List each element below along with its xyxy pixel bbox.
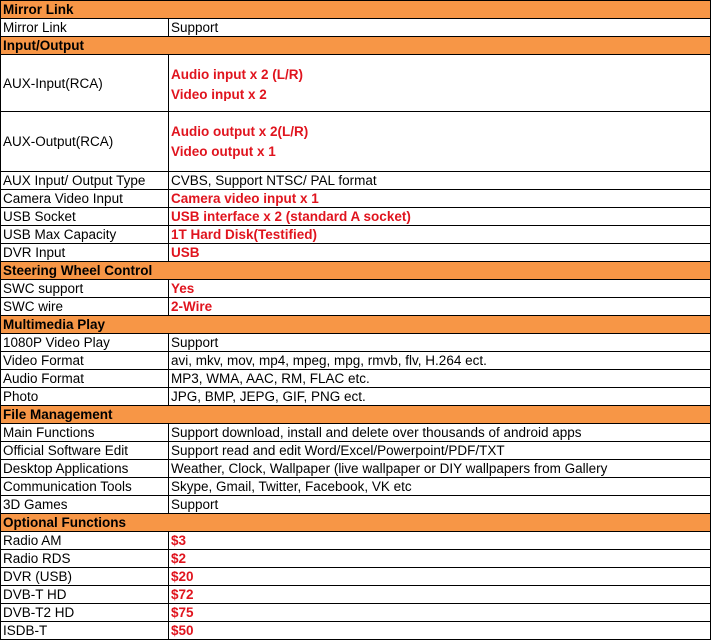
row-value-lines bbox=[171, 65, 708, 101]
row-value bbox=[169, 55, 711, 112]
table-row bbox=[1, 532, 711, 550]
section-header-row bbox=[1, 316, 711, 334]
section-title: Steering Wheel Control bbox=[1, 262, 711, 280]
row-value: Weather, Clock, Wallpaper (live wallpaper or DIY wallpapers from Gallery bbox=[169, 460, 711, 478]
table-row bbox=[1, 622, 711, 640]
row-value: $50 bbox=[169, 622, 711, 640]
section-header-row bbox=[1, 514, 711, 532]
row-value-line: Audio input x 2 (L/R) bbox=[171, 67, 303, 82]
section-header-row bbox=[1, 406, 711, 424]
row-label: SWC support bbox=[1, 280, 169, 298]
row-label: DVR (USB) bbox=[1, 568, 169, 586]
row-value bbox=[169, 112, 711, 172]
table-row bbox=[1, 352, 711, 370]
section-title: Multimedia Play bbox=[1, 316, 711, 334]
row-value: Support bbox=[169, 19, 711, 37]
row-label: Camera Video Input bbox=[1, 190, 169, 208]
table-row bbox=[1, 19, 711, 37]
table-row bbox=[1, 226, 711, 244]
section-title: Optional Functions bbox=[1, 514, 711, 532]
row-label: Official Software Edit bbox=[1, 442, 169, 460]
row-label: Communication Tools bbox=[1, 478, 169, 496]
table-row bbox=[1, 280, 711, 298]
spec-table-body bbox=[1, 1, 711, 640]
section-title: Mirror Link bbox=[1, 1, 711, 19]
section-title: Input/Output bbox=[1, 37, 711, 55]
table-row bbox=[1, 370, 711, 388]
row-label: 3D Games bbox=[1, 496, 169, 514]
row-value: USB interface x 2 (standard A socket) bbox=[169, 208, 711, 226]
row-value: Support bbox=[169, 334, 711, 352]
row-value: $75 bbox=[169, 604, 711, 622]
section-header-row bbox=[1, 37, 711, 55]
row-value: JPG, BMP, JEPG, GIF, PNG ect. bbox=[169, 388, 711, 406]
row-label: Audio Format bbox=[1, 370, 169, 388]
row-label: Mirror Link bbox=[1, 19, 169, 37]
row-label: ISDB-T bbox=[1, 622, 169, 640]
table-row bbox=[1, 112, 711, 172]
row-label: AUX-Output(RCA) bbox=[1, 112, 169, 172]
row-value-lines bbox=[171, 122, 708, 162]
table-row bbox=[1, 424, 711, 442]
table-row bbox=[1, 586, 711, 604]
section-title: File Management bbox=[1, 406, 711, 424]
table-row bbox=[1, 478, 711, 496]
table-row bbox=[1, 172, 711, 190]
row-label: DVB-T HD bbox=[1, 586, 169, 604]
row-value: $20 bbox=[169, 568, 711, 586]
row-label: Radio RDS bbox=[1, 550, 169, 568]
table-row bbox=[1, 460, 711, 478]
row-value-line: Video input x 2 bbox=[171, 87, 267, 101]
table-row bbox=[1, 568, 711, 586]
row-value: $2 bbox=[169, 550, 711, 568]
table-row bbox=[1, 442, 711, 460]
table-row bbox=[1, 208, 711, 226]
row-label: AUX-Input(RCA) bbox=[1, 55, 169, 112]
row-value-line: Audio output x 2(L/R) bbox=[171, 123, 309, 139]
row-value: USB bbox=[169, 244, 711, 262]
row-value: Support read and edit Word/Excel/Powerpoint/PDF/TXT bbox=[169, 442, 711, 460]
row-value: $3 bbox=[169, 532, 711, 550]
row-label: Radio AM bbox=[1, 532, 169, 550]
row-value: avi, mkv, mov, mp4, mpeg, mpg, rmvb, flv, H.264 ect. bbox=[169, 352, 711, 370]
table-row bbox=[1, 496, 711, 514]
row-label: Photo bbox=[1, 388, 169, 406]
row-label: DVB-T2 HD bbox=[1, 604, 169, 622]
row-value: 2-Wire bbox=[169, 298, 711, 316]
table-row bbox=[1, 388, 711, 406]
table-row bbox=[1, 550, 711, 568]
row-value: Support download, install and delete over thousands of android apps bbox=[169, 424, 711, 442]
row-value: Skype, Gmail, Twitter, Facebook, VK etc bbox=[169, 478, 711, 496]
row-label: Video Format bbox=[1, 352, 169, 370]
table-row bbox=[1, 604, 711, 622]
table-row bbox=[1, 190, 711, 208]
row-label: DVR Input bbox=[1, 244, 169, 262]
row-value: 1T Hard Disk(Testified) bbox=[169, 226, 711, 244]
row-label: USB Socket bbox=[1, 208, 169, 226]
row-label: SWC wire bbox=[1, 298, 169, 316]
row-value: Camera video input x 1 bbox=[169, 190, 711, 208]
table-row bbox=[1, 244, 711, 262]
row-value-line: Video output x 1 bbox=[171, 143, 276, 159]
row-label: USB Max Capacity bbox=[1, 226, 169, 244]
row-value: $72 bbox=[169, 586, 711, 604]
row-value: CVBS, Support NTSC/ PAL format bbox=[169, 172, 711, 190]
row-label: Main Functions bbox=[1, 424, 169, 442]
row-value: Support bbox=[169, 496, 711, 514]
row-value: MP3, WMA, AAC, RM, FLAC etc. bbox=[169, 370, 711, 388]
section-header-row bbox=[1, 1, 711, 19]
section-header-row bbox=[1, 262, 711, 280]
row-value: Yes bbox=[169, 280, 711, 298]
row-label: 1080P Video Play bbox=[1, 334, 169, 352]
table-row bbox=[1, 298, 711, 316]
row-label: AUX Input/ Output Type bbox=[1, 172, 169, 190]
row-label: Desktop Applications bbox=[1, 460, 169, 478]
table-row bbox=[1, 55, 711, 112]
table-row bbox=[1, 334, 711, 352]
